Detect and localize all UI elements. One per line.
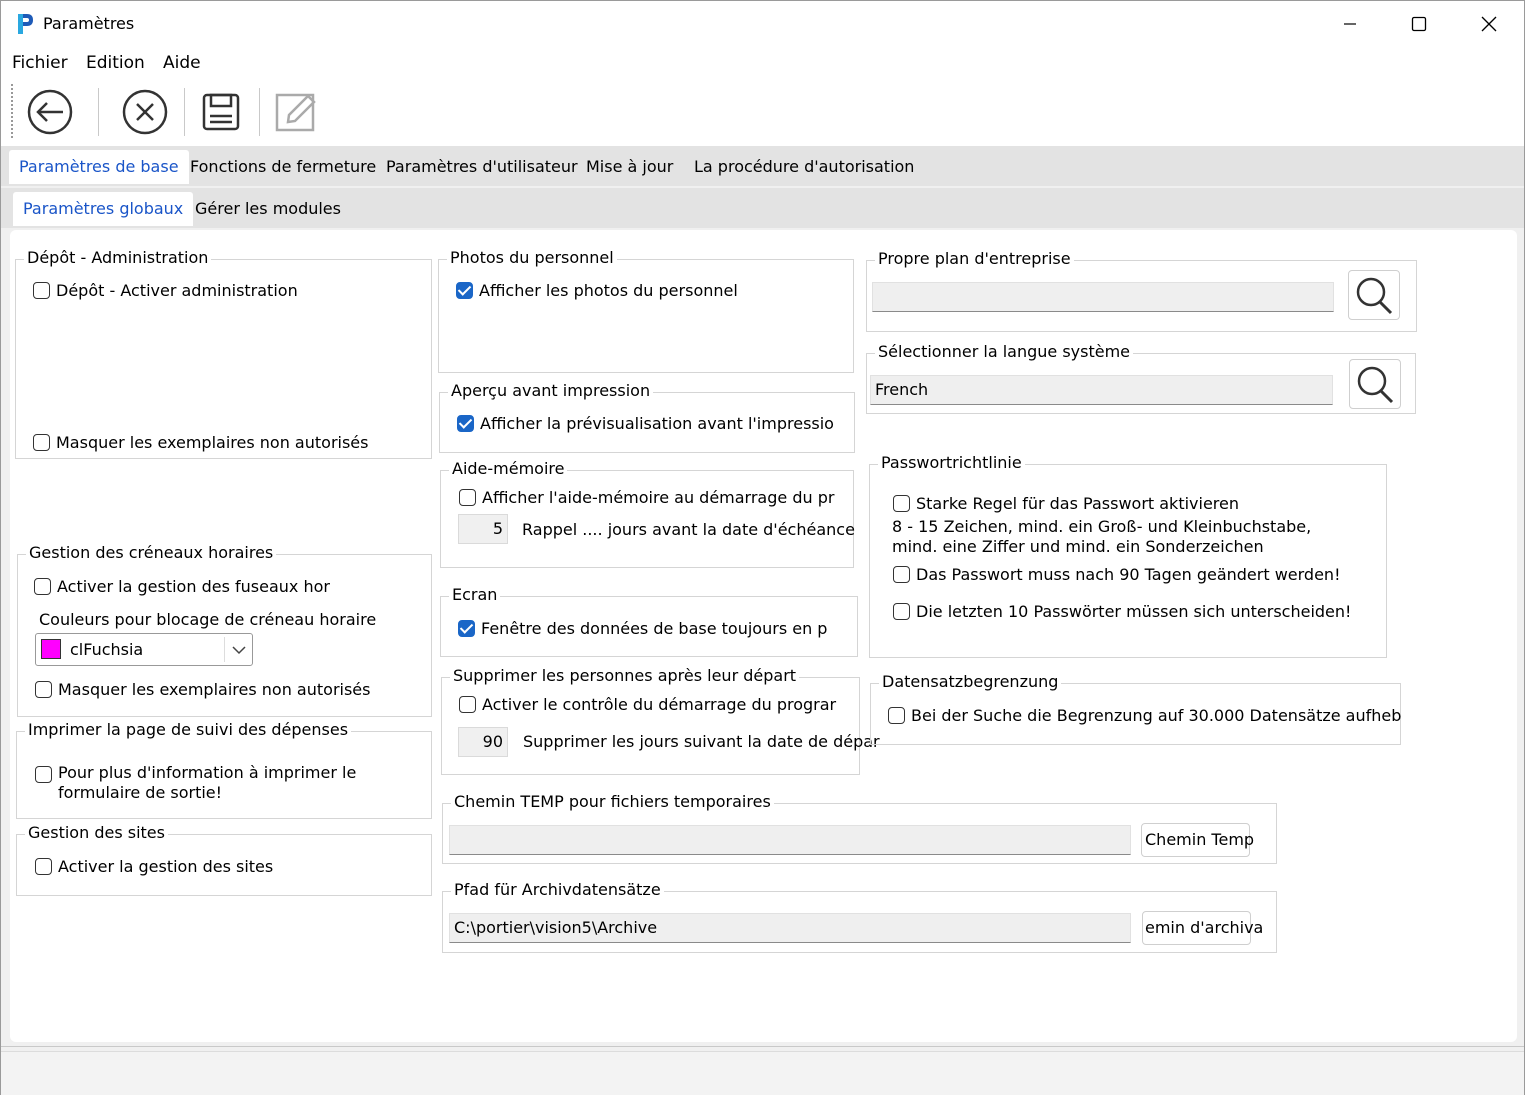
edit-button[interactable] xyxy=(270,86,322,138)
window-title: Paramètres xyxy=(43,14,135,33)
checkbox-label-line: Pour plus d'information à imprimer le xyxy=(58,763,357,782)
checkbox-box[interactable] xyxy=(35,681,52,698)
checkbox-label: Masquer les exemplaires non autorisés xyxy=(58,680,371,699)
checkbox-box[interactable] xyxy=(33,282,50,299)
checkbox-box[interactable] xyxy=(893,566,910,583)
checkbox-label: Afficher l'aide-mémoire au démarrage du pr xyxy=(482,488,835,507)
company-plan-input[interactable] xyxy=(872,282,1334,312)
checkbox-label xyxy=(58,763,356,803)
color-swatch xyxy=(41,639,61,659)
checkbox-box[interactable] xyxy=(893,495,910,512)
time-slot-color-select[interactable] xyxy=(35,633,253,666)
time-slots-activate-checkbox[interactable] xyxy=(34,577,330,596)
cancel-x-icon xyxy=(119,86,171,138)
menu-file[interactable]: Fichier xyxy=(12,53,68,73)
group-title: Supprimer les personnes après leur départ xyxy=(450,666,799,685)
checkbox-label: Dépôt - Activer administration xyxy=(56,281,298,300)
temp-path-button[interactable]: Chemin Temp xyxy=(1141,823,1250,857)
edit-pencil-icon xyxy=(270,86,322,138)
color-value: clFuchsia xyxy=(70,640,144,659)
group-title: Aperçu avant impression xyxy=(448,381,653,400)
search-icon xyxy=(1350,360,1400,408)
depot-activate-checkbox[interactable] xyxy=(33,281,298,300)
menu-edit[interactable]: Edition xyxy=(86,53,145,73)
memo-days-input[interactable]: 5 xyxy=(458,514,508,544)
checkbox-label-line: formulaire de sortie! xyxy=(58,783,223,802)
toolbar-grip[interactable] xyxy=(11,84,15,138)
close-button[interactable] xyxy=(1454,1,1524,46)
checkbox-box[interactable] xyxy=(458,620,475,637)
group-title: Photos du personnel xyxy=(447,248,617,267)
combo-separator xyxy=(224,637,225,662)
sites-activate-checkbox[interactable] xyxy=(35,857,273,876)
group-title: Gestion des créneaux horaires xyxy=(26,543,276,562)
search-icon xyxy=(1349,271,1399,319)
record-limit-checkbox[interactable] xyxy=(888,706,1401,725)
checkbox-box[interactable] xyxy=(34,578,51,595)
back-arrow-icon xyxy=(24,86,76,138)
time-slots-hide-unauthorized-checkbox[interactable] xyxy=(35,680,370,699)
depot-hide-unauthorized-checkbox[interactable] xyxy=(33,433,368,452)
staff-photos-group xyxy=(438,248,854,373)
delete-persons-days-label: Supprimer les jours suivant la date de dépar xyxy=(523,732,880,751)
save-button[interactable] xyxy=(195,86,247,138)
menu-help[interactable]: Aide xyxy=(163,53,201,73)
toolbar xyxy=(1,78,1524,146)
archive-path-button[interactable]: emin d'archiva xyxy=(1142,911,1251,945)
password-rule-description-2: mind. eine Ziffer und mind. ein Sonderzeichen xyxy=(892,537,1264,556)
maximize-icon xyxy=(1411,16,1427,32)
group-title: Chemin TEMP pour fichiers temporaires xyxy=(451,792,774,811)
checkbox-label: Das Passwort muss nach 90 Tagen geändert werden! xyxy=(916,565,1341,584)
checkbox-label: Fenêtre des données de base toujours en p xyxy=(481,619,828,638)
checkbox-label: Afficher les photos du personnel xyxy=(479,281,738,300)
archive-path-input[interactable]: C:\portier\vision5\Archive xyxy=(449,913,1131,943)
screen-always-on-top-checkbox[interactable] xyxy=(458,619,827,638)
time-slot-colors-label: Couleurs pour blocage de créneau horaire xyxy=(39,610,377,629)
company-plan-search-button[interactable] xyxy=(1348,270,1400,320)
back-button[interactable] xyxy=(24,86,76,138)
group-title: Passwortrichtlinie xyxy=(878,453,1025,472)
system-language-search-button[interactable] xyxy=(1349,359,1401,409)
group-title: Aide-mémoire xyxy=(449,459,567,478)
sub-tab-bar xyxy=(1,188,1524,228)
delete-persons-group xyxy=(441,666,880,775)
toolbar-separator xyxy=(184,88,185,136)
tab-parametres-globaux[interactable]: Paramètres globaux xyxy=(13,192,193,226)
minimize-icon xyxy=(1343,17,1357,31)
print-preview-checkbox[interactable] xyxy=(457,414,834,433)
checkbox-label: Die letzten 10 Passwörter müssen sich unterscheiden! xyxy=(916,602,1352,621)
password-rule-description-1: 8 - 15 Zeichen, mind. ein Groß- und Kleinbuchstabe, xyxy=(892,517,1312,536)
group-title: Propre plan d'entreprise xyxy=(875,249,1074,268)
expense-print-checkbox[interactable] xyxy=(35,763,356,803)
password-strong-checkbox[interactable] xyxy=(893,494,1239,513)
tab-procedure-autorisation[interactable]: La procédure d'autorisation xyxy=(694,157,915,176)
password-change-90-checkbox[interactable] xyxy=(893,565,1340,584)
group-title: Dépôt - Administration xyxy=(24,248,211,267)
delete-persons-days-input[interactable]: 90 xyxy=(458,727,508,757)
checkbox-box[interactable] xyxy=(459,489,476,506)
tab-mise-a-jour[interactable]: Mise à jour xyxy=(586,157,674,176)
tab-parametres-de-base[interactable]: Paramètres de base xyxy=(9,150,189,184)
status-bar xyxy=(1,1051,1524,1095)
checkbox-box[interactable] xyxy=(459,696,476,713)
checkbox-box[interactable] xyxy=(33,434,50,451)
system-language-input[interactable]: French xyxy=(870,375,1333,405)
memo-show-checkbox[interactable] xyxy=(459,488,834,507)
save-floppy-icon xyxy=(195,86,247,138)
tab-parametres-utilisateur[interactable]: Paramètres d'utilisateur xyxy=(386,157,578,176)
group-title: Gestion des sites xyxy=(25,823,168,842)
group-title: Sélectionner la langue système xyxy=(875,342,1133,361)
delete-persons-activate-checkbox[interactable] xyxy=(459,695,836,714)
checkbox-box[interactable] xyxy=(35,766,52,783)
checkbox-box[interactable] xyxy=(888,707,905,724)
checkbox-label: Activer la gestion des sites xyxy=(58,857,274,876)
staff-photos-checkbox[interactable] xyxy=(456,281,738,300)
group-title: Ecran xyxy=(449,585,500,604)
group-title: Pfad für Archivdatensätze xyxy=(451,880,664,899)
group-title: Datensatzbegrenzung xyxy=(879,672,1061,691)
cancel-button[interactable] xyxy=(119,86,171,138)
app-logo-icon xyxy=(15,12,35,36)
maximize-button[interactable] xyxy=(1384,1,1454,46)
checkbox-box[interactable] xyxy=(457,415,474,432)
status-divider xyxy=(1,1046,1524,1047)
memo-days-label: Rappel .... jours avant la date d'échéance xyxy=(522,520,855,539)
checkbox-box[interactable] xyxy=(456,282,473,299)
checkbox-box[interactable] xyxy=(35,858,52,875)
password-last-10-checkbox[interactable] xyxy=(893,602,1351,621)
checkbox-label: Starke Regel für das Passwort aktivieren xyxy=(916,494,1240,513)
checkbox-label: Afficher la prévisualisation avant l'impressio xyxy=(480,414,834,433)
chevron-down-icon[interactable] xyxy=(231,645,247,655)
close-icon xyxy=(1481,16,1497,32)
title-bar xyxy=(1,1,1524,46)
temp-path-input[interactable] xyxy=(449,825,1131,855)
checkbox-label: Masquer les exemplaires non autorisés xyxy=(56,433,369,452)
tab-gerer-les-modules[interactable]: Gérer les modules xyxy=(195,199,341,218)
minimize-button[interactable] xyxy=(1315,1,1385,46)
tab-fonctions-de-fermeture[interactable]: Fonctions de fermeture xyxy=(190,157,377,176)
toolbar-separator xyxy=(98,88,99,136)
checkbox-label: Activer la gestion des fuseaux hor xyxy=(57,577,330,596)
menu-bar xyxy=(1,46,1524,78)
checkbox-box[interactable] xyxy=(893,603,910,620)
toolbar-separator xyxy=(259,88,260,136)
group-title: Imprimer la page de suivi des dépenses xyxy=(25,720,351,739)
checkbox-label: Activer le contrôle du démarrage du prograr xyxy=(482,695,837,714)
checkbox-label: Bei der Suche die Begrenzung auf 30.000 Datensätze aufheb xyxy=(911,706,1402,725)
main-tab-bar xyxy=(1,146,1524,186)
